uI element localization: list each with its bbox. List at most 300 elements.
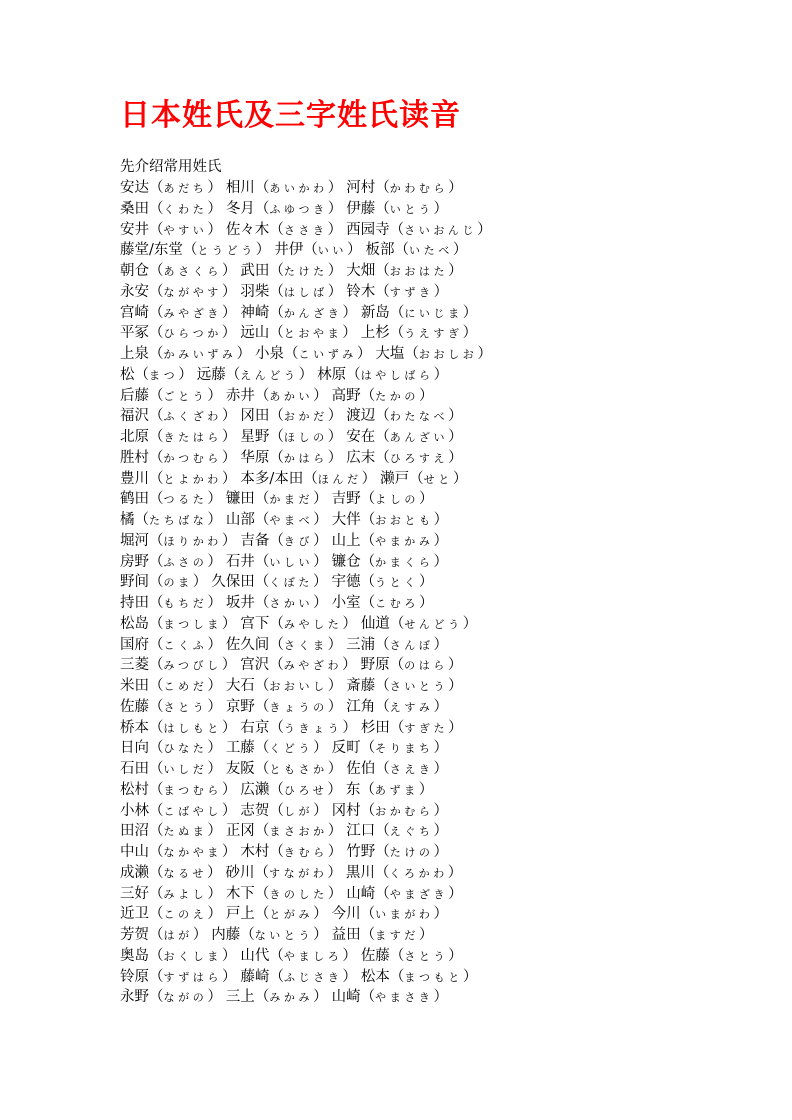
open-paren: （	[149, 408, 164, 425]
open-paren: （	[389, 304, 405, 321]
close-paren: ）	[342, 968, 357, 985]
surname-kanji: 今川	[331, 906, 361, 923]
close-paren: ）	[433, 989, 449, 1006]
surname-kanji: 広濑	[240, 781, 270, 798]
surname-kanji: 益田	[331, 927, 361, 943]
surname-entry	[240, 803, 327, 819]
close-paren: ）	[221, 325, 237, 342]
surname-kanji: 宫沢	[240, 657, 270, 674]
surname-entry	[120, 678, 222, 694]
open-paren: （	[254, 823, 270, 840]
surname-reading: いしだ	[163, 763, 208, 776]
close-paren: ）	[447, 864, 463, 881]
surname-kanji: 橘	[120, 512, 135, 528]
close-paren: ）	[327, 408, 343, 425]
open-paren: （	[149, 574, 164, 591]
surname-reading: いまがわ	[375, 908, 434, 922]
close-paren: ）	[298, 366, 314, 383]
surname-row	[120, 178, 492, 199]
close-paren: ）	[221, 802, 237, 819]
open-paren: （	[149, 387, 164, 404]
surname-entry	[120, 720, 236, 736]
surname-reading: やましろ	[283, 949, 343, 963]
open-paren: （	[254, 512, 270, 528]
open-paren: （	[375, 823, 390, 840]
surname-reading: くぼた	[269, 576, 314, 590]
close-paren: ）	[327, 678, 343, 694]
surname-entry	[346, 782, 433, 798]
surname-reading: いい	[317, 244, 347, 258]
surname-kanji: 冬月	[225, 200, 255, 217]
surname-entry	[120, 865, 221, 881]
open-paren: （	[360, 595, 376, 611]
surname-kanji: 铃原	[120, 968, 149, 985]
close-paren: ）	[347, 242, 362, 259]
close-paren: ）	[462, 325, 478, 342]
surname-entry	[346, 844, 448, 860]
surname-kanji: 山上	[331, 532, 361, 549]
open-paren: （	[254, 740, 270, 757]
surname-kanji: 友阪	[225, 761, 255, 777]
open-paren: （	[360, 989, 376, 1006]
open-paren: （	[303, 470, 318, 487]
surname-entry	[240, 948, 356, 964]
surname-entry	[226, 678, 342, 694]
surname-kanji: 远山	[240, 325, 270, 342]
surname-row	[120, 801, 492, 822]
open-paren: （	[269, 844, 284, 860]
close-paren: ）	[342, 719, 357, 736]
surname-kanji: 镰仓	[331, 553, 361, 570]
surname-reading: さかい	[269, 597, 314, 610]
surname-reading: えすみ	[389, 700, 434, 714]
surname-reading: すずき	[389, 285, 434, 299]
surname-entry	[120, 948, 236, 964]
close-paren: ）	[221, 449, 237, 466]
surname-entry	[240, 616, 356, 632]
surname-reading: ひろせ	[283, 783, 328, 797]
open-paren: （	[149, 180, 164, 196]
surname-row	[120, 199, 492, 220]
surname-kanji: 豊川	[120, 470, 149, 487]
surname-entry	[226, 823, 342, 839]
surname-entry	[120, 574, 207, 590]
surname-kanji: 宫下	[240, 615, 270, 632]
surname-row	[120, 386, 492, 407]
surname-row	[120, 572, 492, 593]
surname-kanji: 反町	[331, 740, 361, 757]
open-paren: （	[374, 864, 390, 881]
surname-entry	[226, 906, 328, 922]
close-paren: ）	[448, 678, 463, 694]
open-paren: （	[269, 283, 284, 300]
open-paren: （	[269, 636, 284, 653]
close-paren: ）	[207, 180, 222, 196]
surname-entry	[120, 512, 222, 528]
surname-kanji: 吉备	[240, 532, 270, 549]
surname-reading: やまべ	[269, 514, 314, 527]
surname-reading: とよかわ	[163, 472, 222, 486]
surname-kanji: 堀河	[120, 532, 149, 549]
surname-entry	[240, 657, 356, 673]
surname-reading: すながわ	[268, 866, 328, 880]
open-paren: （	[149, 449, 164, 466]
surname-entry	[120, 284, 236, 300]
close-paren: ）	[327, 180, 343, 196]
open-paren: （	[149, 325, 164, 342]
surname-reading: ふくざわ	[163, 410, 222, 424]
surname-row	[120, 821, 492, 842]
surname-entry	[226, 886, 342, 902]
surname-entry	[120, 408, 236, 424]
open-paren: （	[269, 947, 284, 964]
close-paren: ）	[192, 927, 208, 943]
surname-reading: やまさき	[375, 991, 434, 1005]
surname-entry	[226, 699, 342, 715]
surname-row	[120, 655, 492, 676]
surname-entry	[346, 699, 448, 715]
close-paren: ）	[313, 532, 328, 549]
surname-entry	[120, 823, 222, 839]
surname-kanji: 工藤	[225, 740, 255, 757]
surname-entry	[226, 740, 328, 756]
surname-entry	[361, 969, 477, 985]
close-paren: ）	[313, 906, 328, 923]
open-paren: （	[269, 968, 285, 985]
open-paren: （	[149, 221, 164, 238]
surname-kanji: 永野	[120, 989, 149, 1006]
surname-kanji: 福沢	[120, 408, 149, 425]
surname-kanji: 冈村	[331, 802, 361, 819]
surname-kanji: 冈田	[240, 408, 270, 425]
surname-reading: きのした	[269, 887, 328, 901]
surname-reading: こめだ	[163, 680, 208, 693]
surname-row	[120, 593, 492, 614]
close-paren: ）	[418, 491, 434, 508]
close-paren: ）	[313, 740, 328, 757]
close-paren: ）	[448, 263, 463, 279]
open-paren: （	[149, 740, 164, 757]
surname-reading: もちだ	[163, 597, 208, 610]
surname-reading: すぎた	[404, 721, 449, 735]
open-paren: （	[375, 698, 390, 715]
close-paren: ）	[207, 823, 222, 840]
close-paren: ）	[433, 283, 449, 300]
open-paren: （	[149, 283, 164, 300]
surname-kanji: 石井	[225, 553, 255, 570]
open-paren: （	[149, 885, 164, 902]
surname-kanji: 胜村	[120, 449, 149, 466]
surname-kanji: 杉田	[360, 719, 390, 736]
open-paren: （	[254, 761, 270, 777]
surname-entry	[346, 678, 462, 694]
surname-kanji: 远藤	[196, 366, 226, 383]
surname-kanji: 近卫	[120, 906, 149, 923]
close-paren: ）	[433, 200, 449, 217]
surname-entry	[226, 595, 328, 611]
open-paren: （	[360, 574, 376, 591]
surname-kanji: 安井	[120, 221, 149, 238]
open-paren: （	[149, 200, 164, 217]
surname-kanji: 伊藤	[346, 200, 376, 217]
open-paren: （	[254, 698, 270, 715]
surname-kanji: 佐藤	[120, 698, 149, 715]
open-paren: （	[389, 221, 405, 238]
open-paren: （	[375, 283, 390, 300]
close-paren: ）	[327, 200, 343, 217]
open-paren: （	[149, 657, 164, 674]
surname-entry	[120, 927, 207, 943]
surname-kanji: 三好	[120, 885, 149, 902]
surname-entry	[225, 865, 341, 881]
surname-entry	[226, 554, 328, 570]
surname-kanji: 西园寺	[346, 221, 390, 238]
open-paren: （	[134, 366, 149, 383]
surname-entry	[346, 865, 462, 881]
surname-kanji: 华原	[240, 449, 270, 466]
surname-entry	[380, 471, 467, 487]
surname-kanji: 砂川	[225, 864, 255, 881]
surname-entry	[240, 720, 356, 736]
surname-row	[120, 635, 492, 656]
open-paren: （	[254, 864, 269, 881]
surname-row	[120, 406, 492, 427]
surname-entry	[361, 948, 463, 964]
document-title: 日本姓氏及三字姓氏读音	[120, 98, 461, 133]
surname-kanji: 仙道	[360, 615, 390, 632]
close-paren: ）	[207, 885, 222, 902]
close-paren: ）	[327, 823, 343, 840]
surname-reading: しが	[283, 804, 314, 818]
close-paren: ）	[207, 906, 222, 923]
surname-kanji: 平冢	[120, 325, 149, 342]
surname-reading: はしば	[283, 285, 328, 299]
surname-reading: ほしの	[283, 431, 328, 444]
close-paren: ）	[207, 698, 222, 715]
close-paren: ）	[448, 180, 463, 196]
surname-entry	[226, 989, 328, 1005]
surname-entry	[346, 886, 462, 902]
surname-kanji: 安达	[120, 180, 149, 196]
surname-reading: ごとう	[163, 389, 208, 403]
surname-reading: かわむら	[389, 182, 449, 195]
surname-kanji: 三上	[225, 989, 255, 1006]
close-paren: ）	[221, 615, 237, 632]
surname-reading: みやした	[283, 617, 343, 631]
surname-reading: かみいずみ	[163, 348, 237, 361]
surname-kanji: 国府	[120, 636, 149, 653]
surname-row	[120, 946, 492, 967]
surname-kanji: 镰田	[225, 491, 255, 508]
surname-reading: のはら	[404, 659, 448, 673]
surname-entry	[240, 325, 356, 341]
surname-kanji: 鹤田	[120, 491, 149, 508]
surname-reading: なるせ	[163, 866, 207, 880]
surname-row	[120, 469, 492, 490]
close-paren: ）	[433, 802, 449, 819]
open-paren: （	[254, 387, 270, 404]
open-paren: （	[134, 512, 149, 528]
surname-entry	[240, 844, 342, 860]
surname-reading: たかの	[375, 389, 419, 403]
surname-reading: ともさか	[269, 763, 328, 776]
open-paren: （	[360, 532, 376, 549]
surname-kanji: 宫崎	[120, 304, 149, 321]
surname-kanji: 本多/本田	[240, 470, 304, 487]
close-paren: ）	[433, 740, 449, 757]
close-paren: ）	[327, 885, 343, 902]
surname-kanji: 松岛	[120, 615, 149, 632]
open-paren: （	[149, 761, 164, 777]
surname-entry	[120, 242, 270, 258]
open-paren: （	[389, 615, 405, 632]
surname-reading: かまだ	[269, 493, 314, 507]
open-paren: （	[375, 263, 390, 279]
close-paren: ）	[313, 802, 328, 819]
surname-row	[120, 489, 492, 510]
surname-entry	[346, 284, 448, 300]
surname-kanji: 久保田	[211, 574, 255, 591]
surname-row	[120, 344, 492, 365]
open-paren: （	[269, 719, 284, 736]
close-paren: ）	[255, 242, 271, 259]
open-paren: （	[346, 366, 361, 383]
surname-entry	[120, 305, 236, 321]
open-paren: （	[389, 657, 405, 674]
open-paren: （	[389, 947, 405, 964]
surname-reading: ふさの	[163, 555, 208, 569]
close-paren: ）	[327, 429, 343, 445]
surname-entry	[226, 388, 328, 404]
open-paren: （	[394, 242, 409, 259]
surname-entry	[120, 803, 236, 819]
close-paren: ）	[342, 657, 357, 674]
surname-entry	[226, 222, 342, 238]
surname-reading: やすい	[163, 223, 208, 237]
surname-reading: こむろ	[375, 597, 419, 610]
surname-entry	[120, 761, 222, 777]
open-paren: （	[375, 678, 390, 694]
open-paren: （	[149, 470, 164, 487]
surname-reading: はやしばら	[360, 368, 434, 382]
surname-entry	[240, 408, 342, 424]
close-paren: ）	[221, 408, 237, 425]
surname-reading: あだち	[163, 182, 208, 195]
surname-reading: くろかわ	[389, 866, 448, 880]
surname-entry	[361, 720, 463, 736]
surname-entry	[120, 263, 236, 279]
open-paren: （	[182, 242, 198, 259]
surname-reading: えぐち	[389, 825, 434, 839]
surname-row	[120, 240, 492, 261]
close-paren: ）	[462, 615, 478, 632]
surname-row	[120, 842, 492, 863]
surname-entry	[255, 346, 371, 362]
surname-reading: せんどう	[404, 617, 463, 631]
close-paren: ）	[221, 781, 237, 798]
close-paren: ）	[221, 429, 237, 445]
surname-entry	[274, 242, 361, 258]
surname-reading: まつしま	[163, 617, 222, 631]
surname-row	[120, 718, 492, 739]
surname-kanji: 佐久间	[225, 636, 270, 653]
surname-entry	[361, 325, 477, 341]
surname-kanji: 佐々木	[225, 221, 270, 238]
surname-reading: このえ	[163, 908, 208, 922]
surname-reading: おおいし	[269, 680, 328, 693]
close-paren: ）	[313, 927, 328, 943]
open-paren: （	[149, 346, 164, 362]
open-paren: （	[269, 429, 284, 445]
surname-kanji: 山代	[240, 947, 270, 964]
surname-entry	[346, 408, 462, 424]
close-paren: ）	[462, 304, 478, 321]
surname-kanji: 山崎	[331, 989, 361, 1006]
close-paren: ）	[207, 636, 222, 653]
surname-entry	[120, 969, 237, 985]
surname-reading: はが	[163, 929, 193, 942]
surname-kanji: 大塩	[375, 346, 405, 362]
surname-reading: みよし	[163, 887, 208, 901]
surname-entry	[120, 554, 222, 570]
surname-entry	[346, 263, 462, 279]
surname-reading: うきょう	[283, 721, 343, 735]
surname-entry	[332, 595, 434, 611]
surname-reading: おかむら	[375, 804, 434, 818]
open-paren: （	[254, 491, 270, 508]
intro-text: 先介绍常用姓氏	[120, 159, 222, 175]
close-paren: ）	[433, 532, 449, 549]
surname-entry	[240, 284, 342, 300]
surname-kanji: 江角	[346, 698, 376, 715]
surname-reading: うとく	[375, 576, 419, 590]
surname-reading: ふじさき	[284, 970, 343, 984]
close-paren: ）	[221, 844, 237, 860]
surname-kanji: 小泉	[255, 346, 284, 362]
surname-entry	[332, 803, 448, 819]
surname-kanji: 渡辺	[346, 408, 376, 425]
surname-kanji: 相川	[225, 180, 255, 196]
surname-entry	[120, 325, 236, 341]
close-paren: ）	[207, 761, 222, 777]
close-paren: ）	[342, 615, 357, 632]
surname-entry	[120, 906, 222, 922]
open-paren: （	[254, 200, 270, 217]
open-paren: （	[375, 885, 390, 902]
surname-entry	[332, 512, 448, 528]
surname-kanji: 佐藤	[360, 947, 390, 964]
close-paren: ）	[327, 263, 343, 279]
surname-kanji: 河村	[346, 180, 376, 196]
surname-kanji: 桥本	[120, 719, 149, 736]
open-paren: （	[149, 429, 164, 445]
surname-row	[120, 510, 492, 531]
surname-entry	[332, 554, 448, 570]
surname-kanji: 石田	[120, 761, 149, 777]
surname-kanji: 竹野	[346, 844, 376, 860]
surname-reading: かつむら	[163, 451, 222, 465]
surname-kanji: 正冈	[225, 823, 255, 840]
close-paren: ）	[221, 304, 237, 321]
open-paren: （	[254, 180, 270, 196]
surname-reading: やまかみ	[375, 534, 434, 548]
surname-reading: ひらつか	[163, 327, 222, 341]
open-paren: （	[254, 574, 270, 591]
surname-kanji: 成濑	[120, 864, 149, 881]
surname-kanji: 小林	[120, 802, 149, 819]
surname-reading: みつびし	[163, 659, 222, 673]
open-paren: （	[375, 844, 390, 860]
